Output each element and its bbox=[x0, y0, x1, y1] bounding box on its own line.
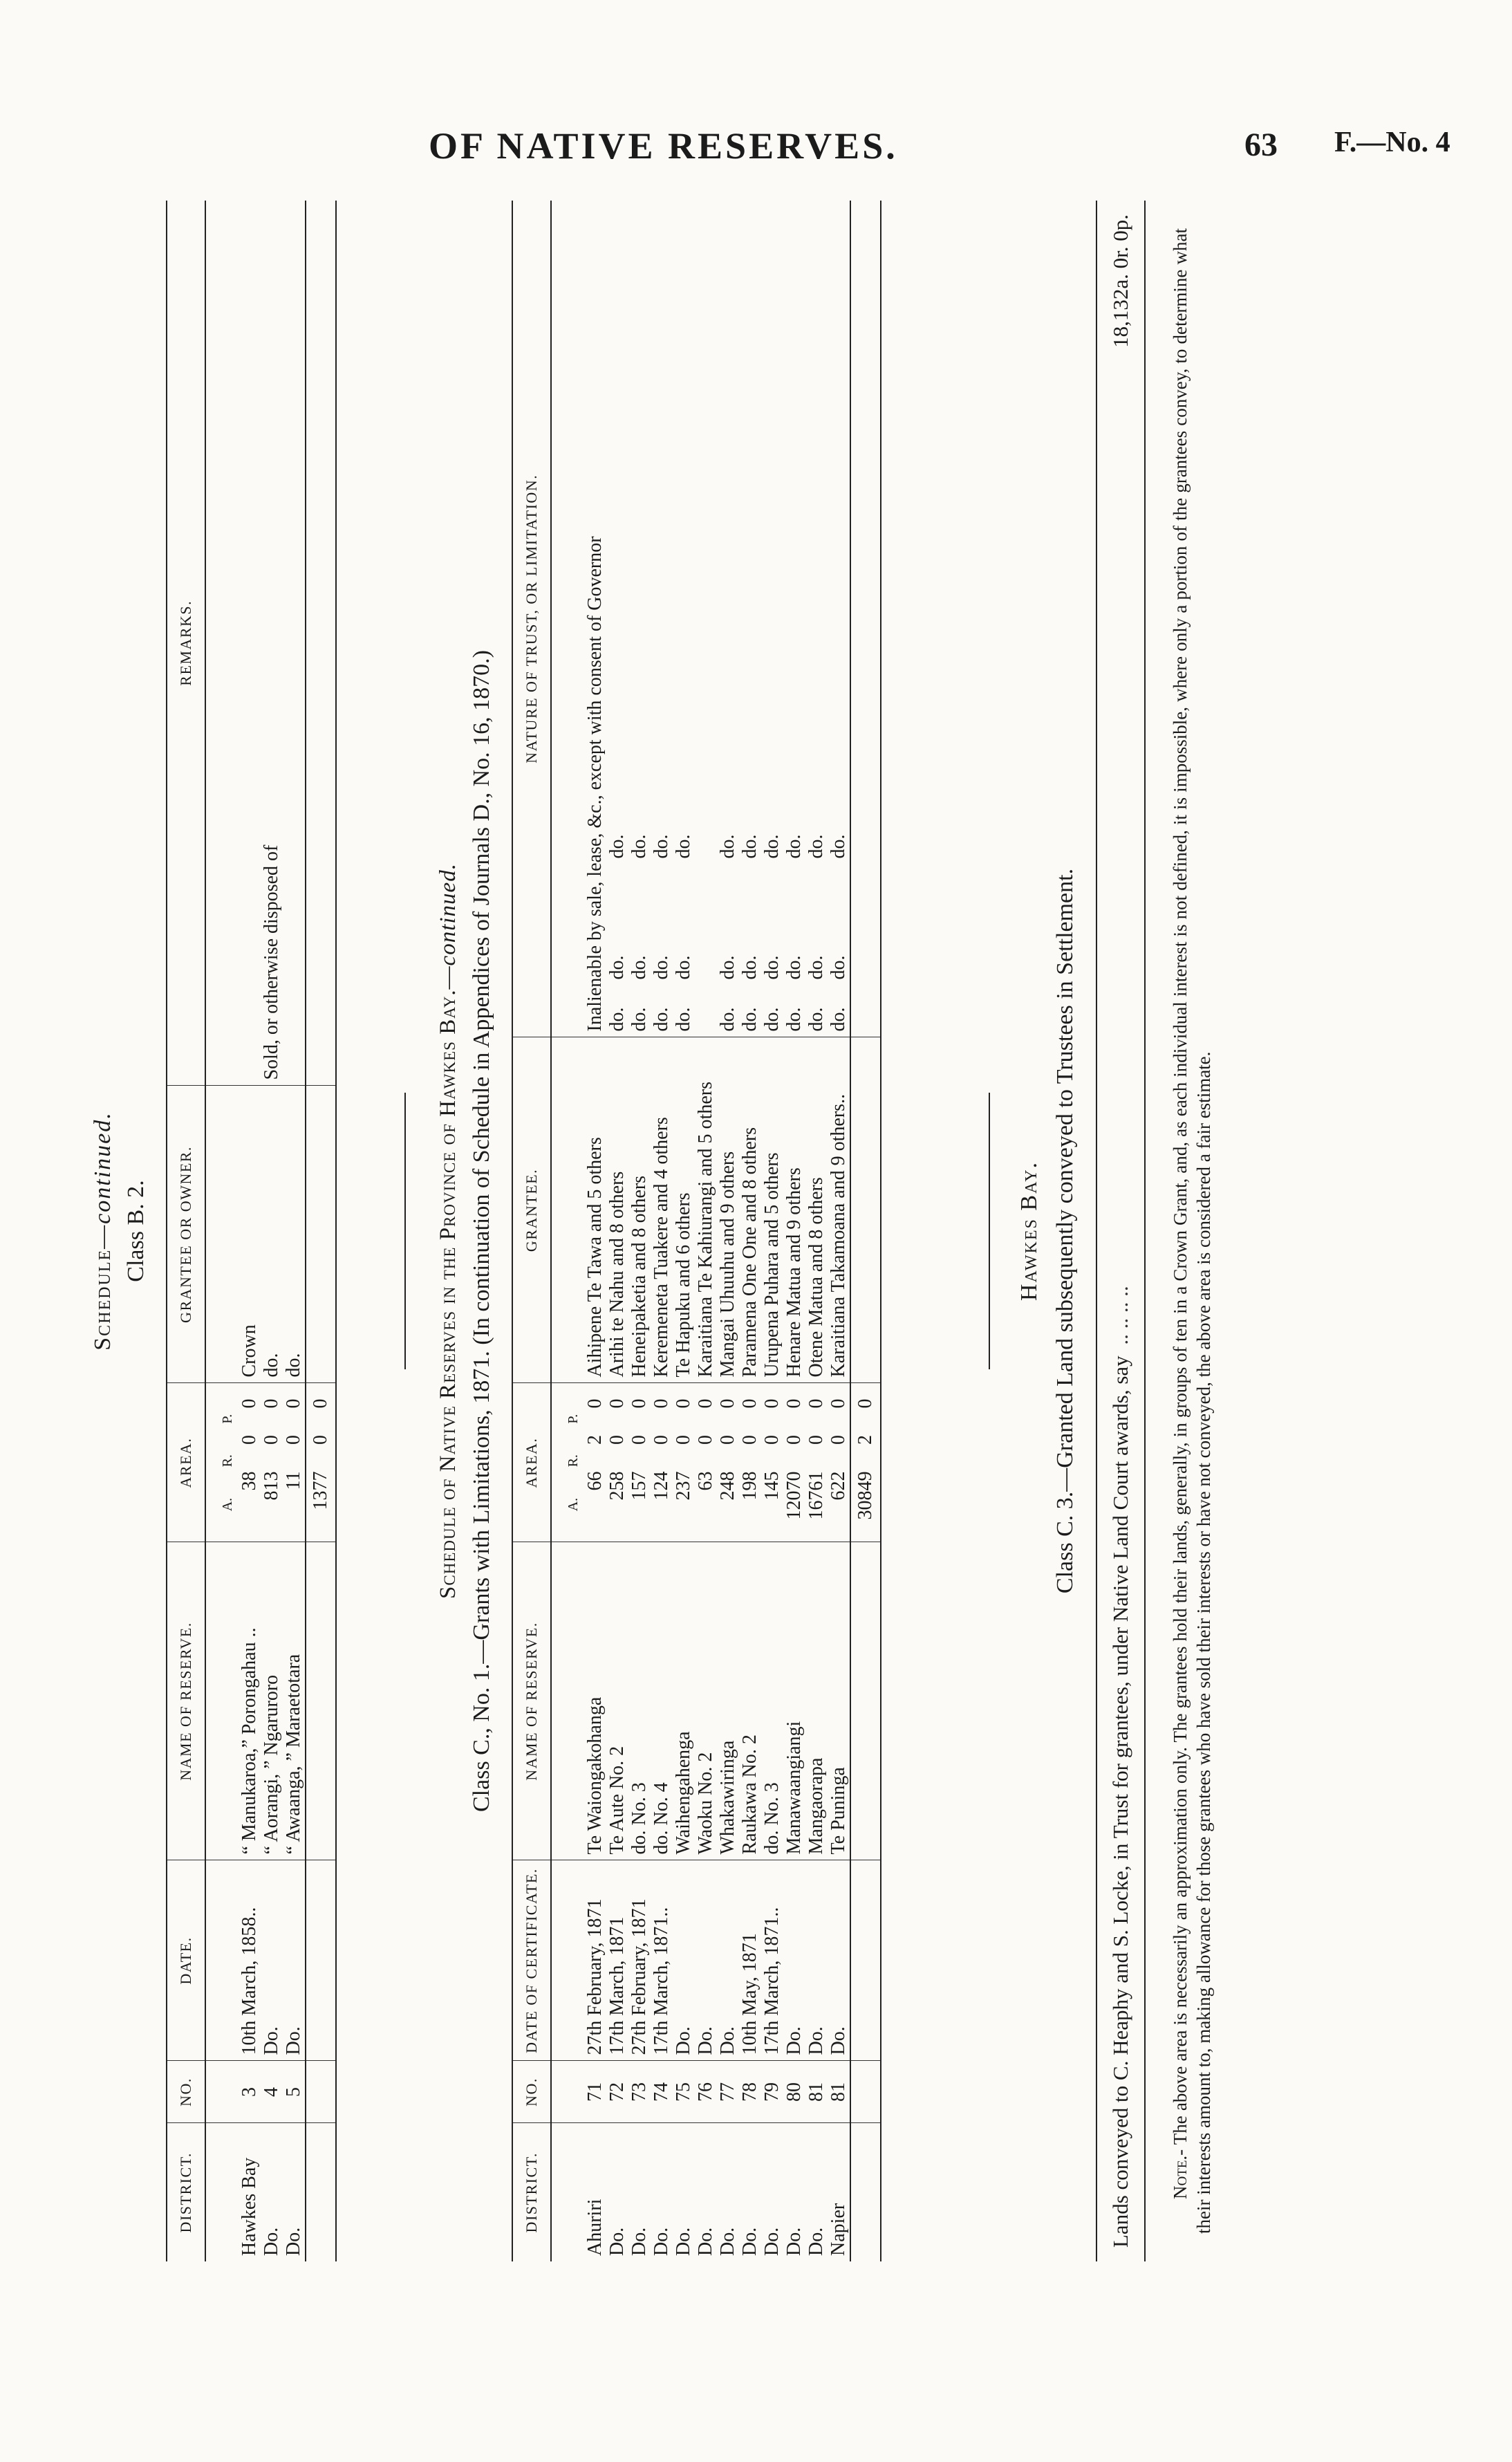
c3-lands-block bbox=[1096, 201, 1146, 2261]
b2-table bbox=[166, 201, 337, 2261]
b2-col-area: AREA. bbox=[167, 1383, 205, 1542]
c1-col-area: AREA. bbox=[513, 1383, 551, 1542]
table-row: Do. 79 17th March, 1871.. do. No. 3 145 0 0 Urupena Puhara and 5 others do.do.do. bbox=[761, 201, 783, 2261]
note-label: Note. bbox=[1170, 2155, 1191, 2199]
table-row: Do. 78 10th May, 1871 Raukawa No. 2 198 0 0 Paramena One One and 8 others do.do.do. bbox=[739, 201, 761, 2261]
b2-class-label: Class B. 2. bbox=[123, 1180, 149, 1282]
section-divider bbox=[404, 1093, 406, 1369]
b2-col-district: DISTRICT. bbox=[167, 2123, 205, 2261]
c1-table bbox=[512, 201, 881, 2261]
b2-remarks: Sold, or otherwise disposed of bbox=[239, 201, 306, 1086]
b2-area-units: A. R. P. bbox=[205, 1383, 239, 1542]
c1-area-units: A. R. P. bbox=[551, 1383, 584, 1542]
c1-schedule-heading: Schedule of Native Reserves in the Province of Hawkes Bay.—continued. bbox=[436, 863, 460, 1599]
rotated-content bbox=[90, 201, 1307, 2261]
c1-col-nature: NATURE OF TRUST, OR LIMITATION. bbox=[513, 201, 551, 1037]
c1-total: 30849 2 0 bbox=[850, 1383, 880, 1542]
b2-col-remarks: REMARKS. bbox=[167, 201, 205, 1086]
table-row: Do. 76 Do. Waoku No. 2 63 0 0 Karaitiana Te Kahiurangi and 5 others bbox=[695, 201, 717, 2261]
note-text: - The above area is necessarily an approximation only. The grantees hold their lands, generally, in groups of ten in a Crown Grant, and, as each individual interest is not defined, it is impossible, where only a portion of the grantees convey, to determine what their interests amount to, making allowance for those grantees who have sold their interests or have not conveyed, the above area is considered a fair estimate. bbox=[1170, 228, 1214, 2234]
table-row: Napier 81 Do. Te Puninga 622 0 0 Karaitiana Takamoana and 9 others.. do.do.do. bbox=[828, 201, 850, 2261]
table-row: Do. 73 27th February, 1871 do. No. 3 157 0 0 Heneipaketia and 8 others do.do.do. bbox=[628, 201, 651, 2261]
table-row: Do. 72 17th March, 1871 Te Aute No. 2 258 0 0 Arihi te Nahu and 8 others do.do.do. bbox=[606, 201, 628, 2261]
table-row: Do. 80 Do. Manawaangiangi 12070 0 0 Henare Matua and 9 others do.do.do. bbox=[783, 201, 805, 2261]
b2-col-grantee: GRANTEE OR OWNER. bbox=[167, 1086, 205, 1383]
table-row: Do. 4 Do. “ Aorangi, ” Ngaruroro 813 0 0 do. bbox=[261, 201, 283, 2261]
section-divider-2 bbox=[989, 1093, 990, 1369]
table-row: Do. 77 Do. Whakawiringa 248 0 0 Mangai Uhuuhu and 9 others do.do.do. bbox=[717, 201, 739, 2261]
c1-col-name: NAME OF RESERVE. bbox=[513, 1542, 551, 1860]
table-row: Do. 75 Do. Waihengahenga 237 0 0 Te Hapuku and 6 others do.do.do. bbox=[673, 201, 695, 2261]
b2-col-date: DATE. bbox=[167, 1860, 205, 2061]
table-row: Ahuriri 71 27th February, 1871 Te Waiongakohanga 66 2 0 Aihipene Te Tawa and 5 others Inalienable by sale, lease, &c., except with consent of Governor bbox=[584, 201, 606, 2261]
c3-lands-text: Lands conveyed to C. Heaphy and S. Locke, in Trust for grantees, under Native Land Court awards, say .. .. .. .. bbox=[1108, 1286, 1132, 2248]
table-row: Do. 5 Do. “ Awaanga, ” Maraetotara 11 0 0 do. bbox=[283, 201, 306, 2261]
b2-total: 1377 0 0 bbox=[306, 1383, 335, 1542]
c1-col-grantee: GRANTEE. bbox=[513, 1037, 551, 1383]
b2-col-no: NO. bbox=[167, 2061, 205, 2123]
series-reference: F.—No. 4 bbox=[1334, 127, 1450, 158]
c3-note bbox=[1168, 228, 1215, 2234]
b2-schedule-heading: Schedule—continued. bbox=[90, 1111, 115, 1351]
table-row: Do. 74 17th March, 1871.. do. No. 4 124 0 0 Keremeneta Tuakere and 4 others do.do.do. bbox=[651, 201, 673, 2261]
page-number: 63 bbox=[1244, 127, 1278, 163]
c1-col-date: DATE OF CERTIFICATE. bbox=[513, 1860, 551, 2061]
c1-subheading: Class C., No. 1.—Grants with Limitations, 1871. (In continuation of Schedule in Appendices of Journals D., No. 16, 1870.) bbox=[469, 650, 494, 1812]
c3-region-heading: Hawkes Bay. bbox=[1016, 1160, 1042, 1302]
b2-col-name: NAME OF RESERVE. bbox=[167, 1542, 205, 1860]
c1-col-no: NO. bbox=[513, 2061, 551, 2123]
table-row: Do. 81 Do. Mangaorapa 16761 0 0 Otene Matua and 8 others do.do.do. bbox=[805, 201, 828, 2261]
c3-heading: Class C. 3.—Granted Land subsequently conveyed to Trustees in Settlement. bbox=[1052, 868, 1078, 1594]
table-row: Hawkes Bay 3 10th March, 1858.. “ Manukaroa,” Porongahau .. 38 0 0 Crown Sold, or otherwise disposed of bbox=[239, 201, 261, 2261]
page-title: OF NATIVE RESERVES. bbox=[429, 125, 898, 167]
c1-col-district: DISTRICT. bbox=[513, 2123, 551, 2261]
c3-lands-total: 18,132a. 0r. 0p. bbox=[1108, 214, 1132, 348]
